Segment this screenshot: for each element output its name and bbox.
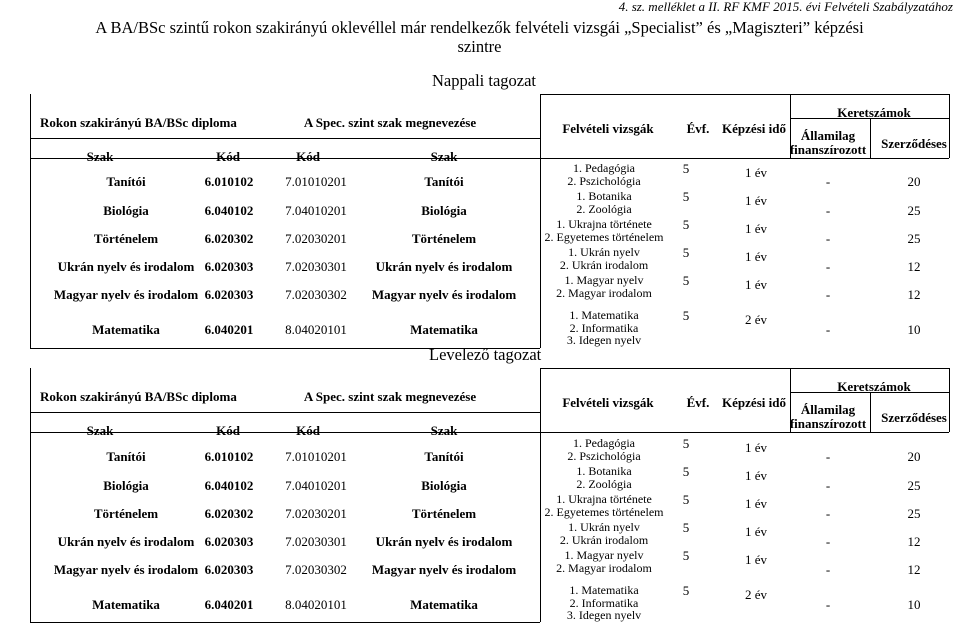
column-header-contract: Szerződéses — [881, 136, 947, 151]
table-cell-duration: 1 év — [744, 249, 768, 264]
table-cell-exam: 1. Matematika — [569, 308, 639, 322]
table-cell-contract: 25 — [907, 506, 921, 521]
table-cell-kod: 6.040201 — [204, 597, 254, 612]
table-cell-exam: 3. Idegen nyelv — [566, 608, 642, 622]
table-cell-evf: 5 — [682, 161, 690, 176]
table-cell-kod-spec: 7.02030301 — [285, 534, 347, 549]
column-header-spec-name: A Spec. szint szak megnevezése — [303, 389, 477, 404]
table-cell-szak-spec: Biológia — [421, 203, 467, 218]
table-cell-contract: 12 — [907, 259, 921, 274]
table-cell-state-funded: - — [825, 287, 831, 302]
table-cell-evf: 5 — [682, 436, 690, 451]
table-cell-szak: Matematika — [92, 597, 160, 612]
table-cell-state-funded: - — [825, 506, 831, 521]
table-cell-evf: 5 — [682, 245, 690, 260]
table-cell-szak: Tanítói — [106, 449, 146, 464]
column-header-kod-spec: Kód — [296, 423, 320, 438]
table-cell-exam: 1. Magyar nyelv — [564, 548, 644, 562]
table-cell-contract: 10 — [907, 322, 921, 337]
table-cell-kod-spec: 7.02030301 — [285, 259, 347, 274]
table-cell-kod-spec: 7.02030201 — [285, 506, 347, 521]
table-cell-state-funded: - — [825, 597, 831, 612]
column-header-kod-spec: Kód — [296, 149, 320, 164]
table-cell-kod-spec: 7.02030201 — [285, 231, 347, 246]
table-cell-contract: 10 — [907, 597, 921, 612]
table-cell-kod-spec: 7.04010201 — [285, 203, 347, 218]
sec2-col-divider — [790, 368, 791, 432]
sec2-header-rule-right — [540, 432, 949, 433]
table-cell-contract: 12 — [907, 534, 921, 549]
table-cell-exam: 2. Informatika — [569, 595, 639, 610]
sec2-top-rule — [540, 368, 949, 369]
table-cell-exam: 2. Zoológia — [576, 476, 632, 491]
column-header-contract: Szerződéses — [881, 410, 947, 425]
column-header-quota: Keretszámok — [837, 105, 911, 120]
table-cell-kod: 6.040102 — [204, 478, 254, 493]
table-cell-evf: 5 — [682, 548, 690, 563]
table-cell-szak-spec: Matematika — [410, 322, 478, 337]
table-cell-exam: 2. Egyetemes történelem — [544, 504, 664, 519]
column-header-state-funded: Államilag finanszírozott — [789, 402, 867, 431]
table-cell-kod: 6.040102 — [204, 203, 254, 218]
table-cell-exam: 2. Ukrán irodalom — [559, 257, 649, 272]
table-cell-szak-spec: Ukrán nyelv és irodalom — [375, 259, 513, 274]
table-cell-exam: 2. Magyar irodalom — [556, 285, 652, 300]
column-header-duration: Képzési idő — [722, 121, 786, 136]
column-header-diploma: Rokon szakirányú BA/BSc diploma — [40, 115, 237, 130]
sec1-header-rule — [30, 138, 540, 139]
table-cell-kod-spec: 7.04010201 — [285, 478, 347, 493]
table-cell-exam: 1. Magyar nyelv — [564, 273, 644, 287]
table-cell-duration: 1 év — [744, 468, 768, 483]
table-cell-state-funded: - — [825, 478, 831, 493]
column-header-szak-spec: Szak — [430, 423, 458, 438]
column-header-evf: Évf. — [686, 395, 710, 410]
table-cell-evf: 5 — [682, 520, 690, 535]
table-cell-exam: 2. Zoológia — [576, 201, 632, 216]
table-cell-duration: 1 év — [744, 524, 768, 539]
table-cell-contract: 20 — [907, 174, 921, 189]
table-cell-szak: Történelem — [93, 506, 159, 521]
table-cell-kod-spec: 7.02030302 — [285, 562, 347, 577]
table-cell-contract: 12 — [907, 287, 921, 302]
table-cell-exam: 3. Idegen nyelv — [566, 333, 642, 347]
table-cell-duration: 1 év — [744, 165, 768, 180]
table-cell-contract: 25 — [907, 478, 921, 493]
column-header-exams: Felvételi vizsgák — [562, 395, 654, 410]
sec1-header-rule-right — [540, 158, 949, 159]
table-cell-kod: 6.020302 — [204, 506, 254, 521]
sec1-right-border — [949, 94, 950, 158]
table-cell-szak-spec: Tanítói — [424, 174, 464, 189]
column-header-kod: Kód — [216, 149, 240, 164]
table-cell-szak: Matematika — [92, 322, 160, 337]
sec1-col-divider — [870, 118, 871, 158]
sec1-left-border — [30, 94, 31, 348]
table-cell-exam: 1. Botanika — [576, 464, 632, 478]
sec2-header-rule — [30, 432, 540, 433]
table-cell-kod: 6.020303 — [204, 259, 254, 274]
table-cell-exam: 2. Egyetemes történelem — [544, 229, 664, 244]
table-cell-szak: Tanítói — [106, 174, 146, 189]
table-cell-szak-spec: Ukrán nyelv és irodalom — [375, 534, 513, 549]
column-header-spec-name: A Spec. szint szak megnevezése — [303, 115, 477, 130]
table-cell-szak-spec: Történelem — [411, 506, 477, 521]
table-cell-szak-spec: Magyar nyelv és irodalom — [371, 287, 517, 302]
table-cell-duration: 1 év — [744, 496, 768, 511]
table-cell-duration: 1 év — [744, 193, 768, 208]
table-cell-exam: 2. Magyar irodalom — [556, 560, 652, 575]
table-cell-contract: 20 — [907, 449, 921, 464]
table-cell-exam: 1. Matematika — [569, 583, 639, 597]
table-cell-szak-spec: Tanítói — [424, 449, 464, 464]
table-cell-exam: 1. Ukrán nyelv — [568, 245, 640, 259]
table-cell-kod: 6.020303 — [204, 534, 254, 549]
table-cell-state-funded: - — [825, 562, 831, 577]
table-cell-contract: 12 — [907, 562, 921, 577]
sec2-header-rule — [30, 412, 540, 413]
table-cell-state-funded: - — [825, 449, 831, 464]
table-cell-exam: 2. Pszichológia — [567, 448, 641, 463]
sec1-header-rule — [30, 158, 540, 159]
table-cell-state-funded: - — [825, 174, 831, 189]
table-cell-duration: 2 év — [744, 312, 768, 327]
sec2-col-divider — [540, 368, 541, 622]
table-cell-szak: Történelem — [93, 231, 159, 246]
table-cell-szak-spec: Matematika — [410, 597, 478, 612]
table-cell-kod: 6.020303 — [204, 287, 254, 302]
table-cell-kod: 6.020302 — [204, 231, 254, 246]
table-cell-exam: 1. Pedagógia — [573, 436, 635, 450]
section-title: Levelező tagozat — [429, 345, 542, 364]
table-cell-contract: 25 — [907, 231, 921, 246]
sec1-top-rule — [540, 94, 949, 95]
table-cell-exam: 1. Botanika — [576, 189, 632, 203]
table-cell-contract: 25 — [907, 203, 921, 218]
column-header-exams: Felvételi vizsgák — [562, 121, 654, 136]
table-cell-szak: Ukrán nyelv és irodalom — [57, 259, 195, 274]
column-header-duration: Képzési idő — [722, 395, 786, 410]
table-cell-state-funded: - — [825, 322, 831, 337]
table-cell-exam: 2. Pszichológia — [567, 173, 641, 188]
table-cell-szak-spec: Magyar nyelv és irodalom — [371, 562, 517, 577]
table-cell-kod: 6.010102 — [204, 174, 254, 189]
table-cell-exam: 1. Ukrán nyelv — [568, 520, 640, 534]
table-cell-duration: 2 év — [744, 587, 768, 602]
table-cell-kod: 6.040201 — [204, 322, 254, 337]
column-header-diploma: Rokon szakirányú BA/BSc diploma — [40, 389, 237, 404]
sec1-col-divider — [790, 94, 791, 158]
column-header-kod: Kód — [216, 423, 240, 438]
column-header-szak-spec: Szak — [430, 149, 458, 164]
column-header-szak: Szak — [86, 423, 114, 438]
table-cell-evf: 5 — [682, 464, 690, 479]
column-header-state-funded: Államilag finanszírozott — [789, 128, 867, 157]
table-cell-evf: 5 — [682, 273, 690, 288]
section-title: Nappali tagozat — [432, 71, 536, 90]
table-cell-evf: 5 — [682, 583, 690, 598]
column-header-quota: Keretszámok — [837, 379, 911, 394]
table-cell-exam: 1. Pedagógia — [573, 161, 635, 175]
appendix-reference: 4. sz. melléklet a II. RF KMF 2015. évi Felvételi Szabályzatához — [618, 0, 953, 14]
table-cell-szak: Magyar nyelv és irodalom — [53, 287, 199, 302]
table-cell-kod-spec: 8.04020101 — [285, 322, 347, 337]
table-cell-duration: 1 év — [744, 221, 768, 236]
document-title: A BA/BSc szintű rokon szakirányú oklevéllel már rendelkezők felvételi vizsgái „Specialist” és „Magiszteri” képzési — [95, 18, 864, 37]
sec2-left-border — [30, 368, 31, 622]
table-cell-state-funded: - — [825, 259, 831, 274]
table-cell-exam: 1. Ukrajna története — [556, 492, 652, 506]
document-title-continued: szintre — [457, 37, 502, 56]
table-cell-duration: 1 év — [744, 552, 768, 567]
sec2-col-divider — [870, 392, 871, 432]
table-cell-kod-spec: 8.04020101 — [285, 597, 347, 612]
table-cell-szak-spec: Történelem — [411, 231, 477, 246]
table-cell-szak: Biológia — [103, 478, 149, 493]
table-cell-evf: 5 — [682, 308, 690, 323]
table-cell-kod: 6.020303 — [204, 562, 254, 577]
table-cell-state-funded: - — [825, 203, 831, 218]
table-cell-state-funded: - — [825, 231, 831, 246]
table-cell-kod: 6.010102 — [204, 449, 254, 464]
table-cell-evf: 5 — [682, 492, 690, 507]
column-header-evf: Évf. — [686, 121, 710, 136]
table-cell-duration: 1 év — [744, 277, 768, 292]
table-cell-szak: Biológia — [103, 203, 149, 218]
column-header-szak: Szak — [86, 149, 114, 164]
table-cell-exam: 2. Ukrán irodalom — [559, 532, 649, 547]
table-cell-szak-spec: Biológia — [421, 478, 467, 493]
table-cell-evf: 5 — [682, 189, 690, 204]
table-cell-exam: 1. Ukrajna története — [556, 217, 652, 231]
sec2-right-border — [949, 368, 950, 432]
table-cell-kod-spec: 7.02030302 — [285, 287, 347, 302]
table-cell-kod-spec: 7.01010201 — [285, 174, 347, 189]
table-cell-kod-spec: 7.01010201 — [285, 449, 347, 464]
table-cell-szak: Magyar nyelv és irodalom — [53, 562, 199, 577]
table-cell-exam: 2. Informatika — [569, 320, 639, 335]
sec1-col-divider — [540, 94, 541, 348]
table-cell-duration: 1 év — [744, 440, 768, 455]
table-cell-state-funded: - — [825, 534, 831, 549]
table-cell-evf: 5 — [682, 217, 690, 232]
table-cell-szak: Ukrán nyelv és irodalom — [57, 534, 195, 549]
